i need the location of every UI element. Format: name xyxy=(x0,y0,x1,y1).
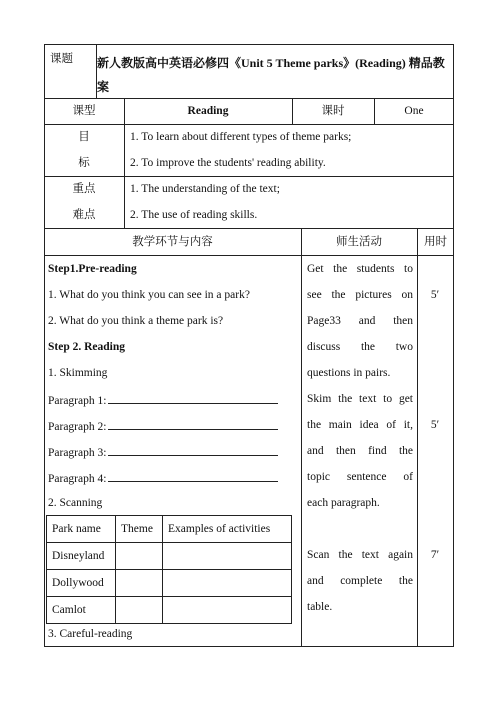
step1-heading: Step1.Pre-reading xyxy=(48,263,137,275)
paragraph-label: Paragraph 2: xyxy=(48,421,107,433)
activity-line xyxy=(307,444,413,458)
row-divider xyxy=(44,176,454,177)
activity-word: find xyxy=(368,445,387,457)
activity-line xyxy=(307,262,413,276)
row-divider xyxy=(44,124,454,125)
table-row xyxy=(47,597,292,624)
table-header: Theme xyxy=(116,516,163,543)
lesson-title: 新人教版高中英语必修四《Unit 5 Theme parks》(Reading) 精品教案 xyxy=(97,56,445,94)
activity-word: the xyxy=(307,419,322,431)
activity-line xyxy=(307,496,413,510)
activity-word: of xyxy=(386,419,396,431)
activity-word: it, xyxy=(403,419,413,431)
table-row xyxy=(47,543,292,570)
column-header-time: 用时 xyxy=(424,236,447,248)
paragraph-blank xyxy=(48,470,278,486)
activity-word: the xyxy=(333,263,348,275)
theme-cell xyxy=(116,570,163,597)
activities-cell xyxy=(163,543,292,570)
activity-word: topic xyxy=(307,471,330,483)
park-name: Dollywood xyxy=(47,570,116,597)
key-points-label: 重点 xyxy=(72,183,96,195)
activity-word: and xyxy=(307,575,324,587)
activity-word: to xyxy=(404,263,413,275)
activity-word: pictures xyxy=(355,289,392,301)
class-hours-value: One xyxy=(404,105,424,117)
activity-word: see xyxy=(307,289,322,301)
activity-line xyxy=(307,548,413,562)
activity-word: the xyxy=(338,549,353,561)
activity-word: to xyxy=(383,393,393,405)
column-divider xyxy=(417,228,418,647)
activity-word: Skim xyxy=(307,393,332,405)
careful-reading-label: 3. Careful-reading xyxy=(48,628,133,640)
activity-line xyxy=(307,366,413,380)
objectives-label: 目 xyxy=(78,131,90,143)
class-hours-label: 课时 xyxy=(321,105,345,117)
subject-label: 课题 xyxy=(50,53,73,65)
activity-word: discuss xyxy=(307,341,341,353)
theme-cell xyxy=(116,597,163,624)
time-value: 5′ xyxy=(430,289,440,301)
lesson-type-value: Reading xyxy=(187,105,229,117)
activity-line xyxy=(307,470,413,484)
activity-line xyxy=(307,600,413,614)
activity-word: two xyxy=(395,341,413,353)
answer-line xyxy=(108,418,278,430)
paragraph-label: Paragraph 3: xyxy=(48,447,107,459)
scanning-label: 2. Scanning xyxy=(48,497,103,509)
park-name: Camlot xyxy=(47,597,116,624)
table-header-row xyxy=(47,516,292,543)
row-divider xyxy=(44,255,454,256)
activity-word: the xyxy=(331,289,346,301)
activities-cell xyxy=(163,597,292,624)
activity-word: the xyxy=(360,341,376,353)
skimming-label: 1. Skimming xyxy=(48,367,108,379)
paragraph-label: Paragraph 4: xyxy=(48,473,107,485)
activities-cell xyxy=(163,570,292,597)
row-divider xyxy=(44,228,454,229)
column-header-activities: 师生活动 xyxy=(336,236,382,248)
activity-word: and xyxy=(358,315,376,327)
table-header: Examples of activities xyxy=(163,516,292,543)
paragraph-blank xyxy=(48,418,278,434)
activity-word: on xyxy=(401,289,413,301)
key-point-item: 1. The understanding of the text; xyxy=(130,183,280,195)
activity-word: table. xyxy=(307,601,333,613)
activity-word: Scan xyxy=(307,549,330,561)
activity-word: Get xyxy=(307,263,324,275)
activity-word: of xyxy=(403,471,413,483)
key-point-item: 2. The use of reading skills. xyxy=(130,209,258,221)
paragraph-blank xyxy=(48,444,278,460)
activity-word: the xyxy=(338,393,353,405)
time-value: 7′ xyxy=(430,549,440,561)
objectives-label: 标 xyxy=(78,157,90,169)
scanning-table xyxy=(46,515,292,624)
activity-line xyxy=(307,288,413,302)
question: 2. What do you think a theme park is? xyxy=(48,315,224,327)
paragraph-blank xyxy=(48,392,278,408)
table-header: Park name xyxy=(47,516,116,543)
activity-word: the xyxy=(398,575,413,587)
activity-word: and xyxy=(307,445,324,457)
activity-word: get xyxy=(398,393,413,405)
objective-item: 2. To improve the students' reading ability. xyxy=(130,157,326,169)
activity-word: students xyxy=(356,263,395,275)
activity-word: then xyxy=(335,445,356,457)
activity-word: text xyxy=(361,549,379,561)
activity-word: each paragraph. xyxy=(307,497,380,509)
activity-word: then xyxy=(393,315,413,327)
theme-cell xyxy=(116,543,163,570)
activity-line xyxy=(307,392,413,406)
activity-word: again xyxy=(388,549,413,561)
activity-word: questions in pairs. xyxy=(307,367,391,379)
activity-line xyxy=(307,418,413,432)
park-name: Disneyland xyxy=(47,543,116,570)
difficulties-label: 难点 xyxy=(72,209,96,221)
answer-line xyxy=(108,444,278,456)
lesson-type-label: 课型 xyxy=(72,105,96,117)
activity-word: complete xyxy=(340,575,383,587)
activity-word: sentence xyxy=(346,471,387,483)
activity-word: idea xyxy=(359,419,379,431)
objective-item: 1. To learn about different types of theme parks; xyxy=(130,131,352,143)
question: 1. What do you think you can see in a park? xyxy=(48,289,250,301)
answer-line xyxy=(108,392,278,404)
table-row xyxy=(47,570,292,597)
answer-line xyxy=(108,470,278,482)
step2-heading: Step 2. Reading xyxy=(48,341,125,353)
activity-word: the xyxy=(398,445,413,457)
activity-line xyxy=(307,340,413,354)
paragraph-label: Paragraph 1: xyxy=(48,395,107,407)
activity-word: main xyxy=(328,419,352,431)
time-value: 5′ xyxy=(430,419,440,431)
column-header-content: 教学环节与内容 xyxy=(132,236,213,248)
activity-line xyxy=(307,314,413,328)
column-divider xyxy=(301,228,302,647)
activity-word: Page33 xyxy=(307,315,341,327)
activity-word: text xyxy=(359,393,377,405)
activity-line xyxy=(307,574,413,588)
